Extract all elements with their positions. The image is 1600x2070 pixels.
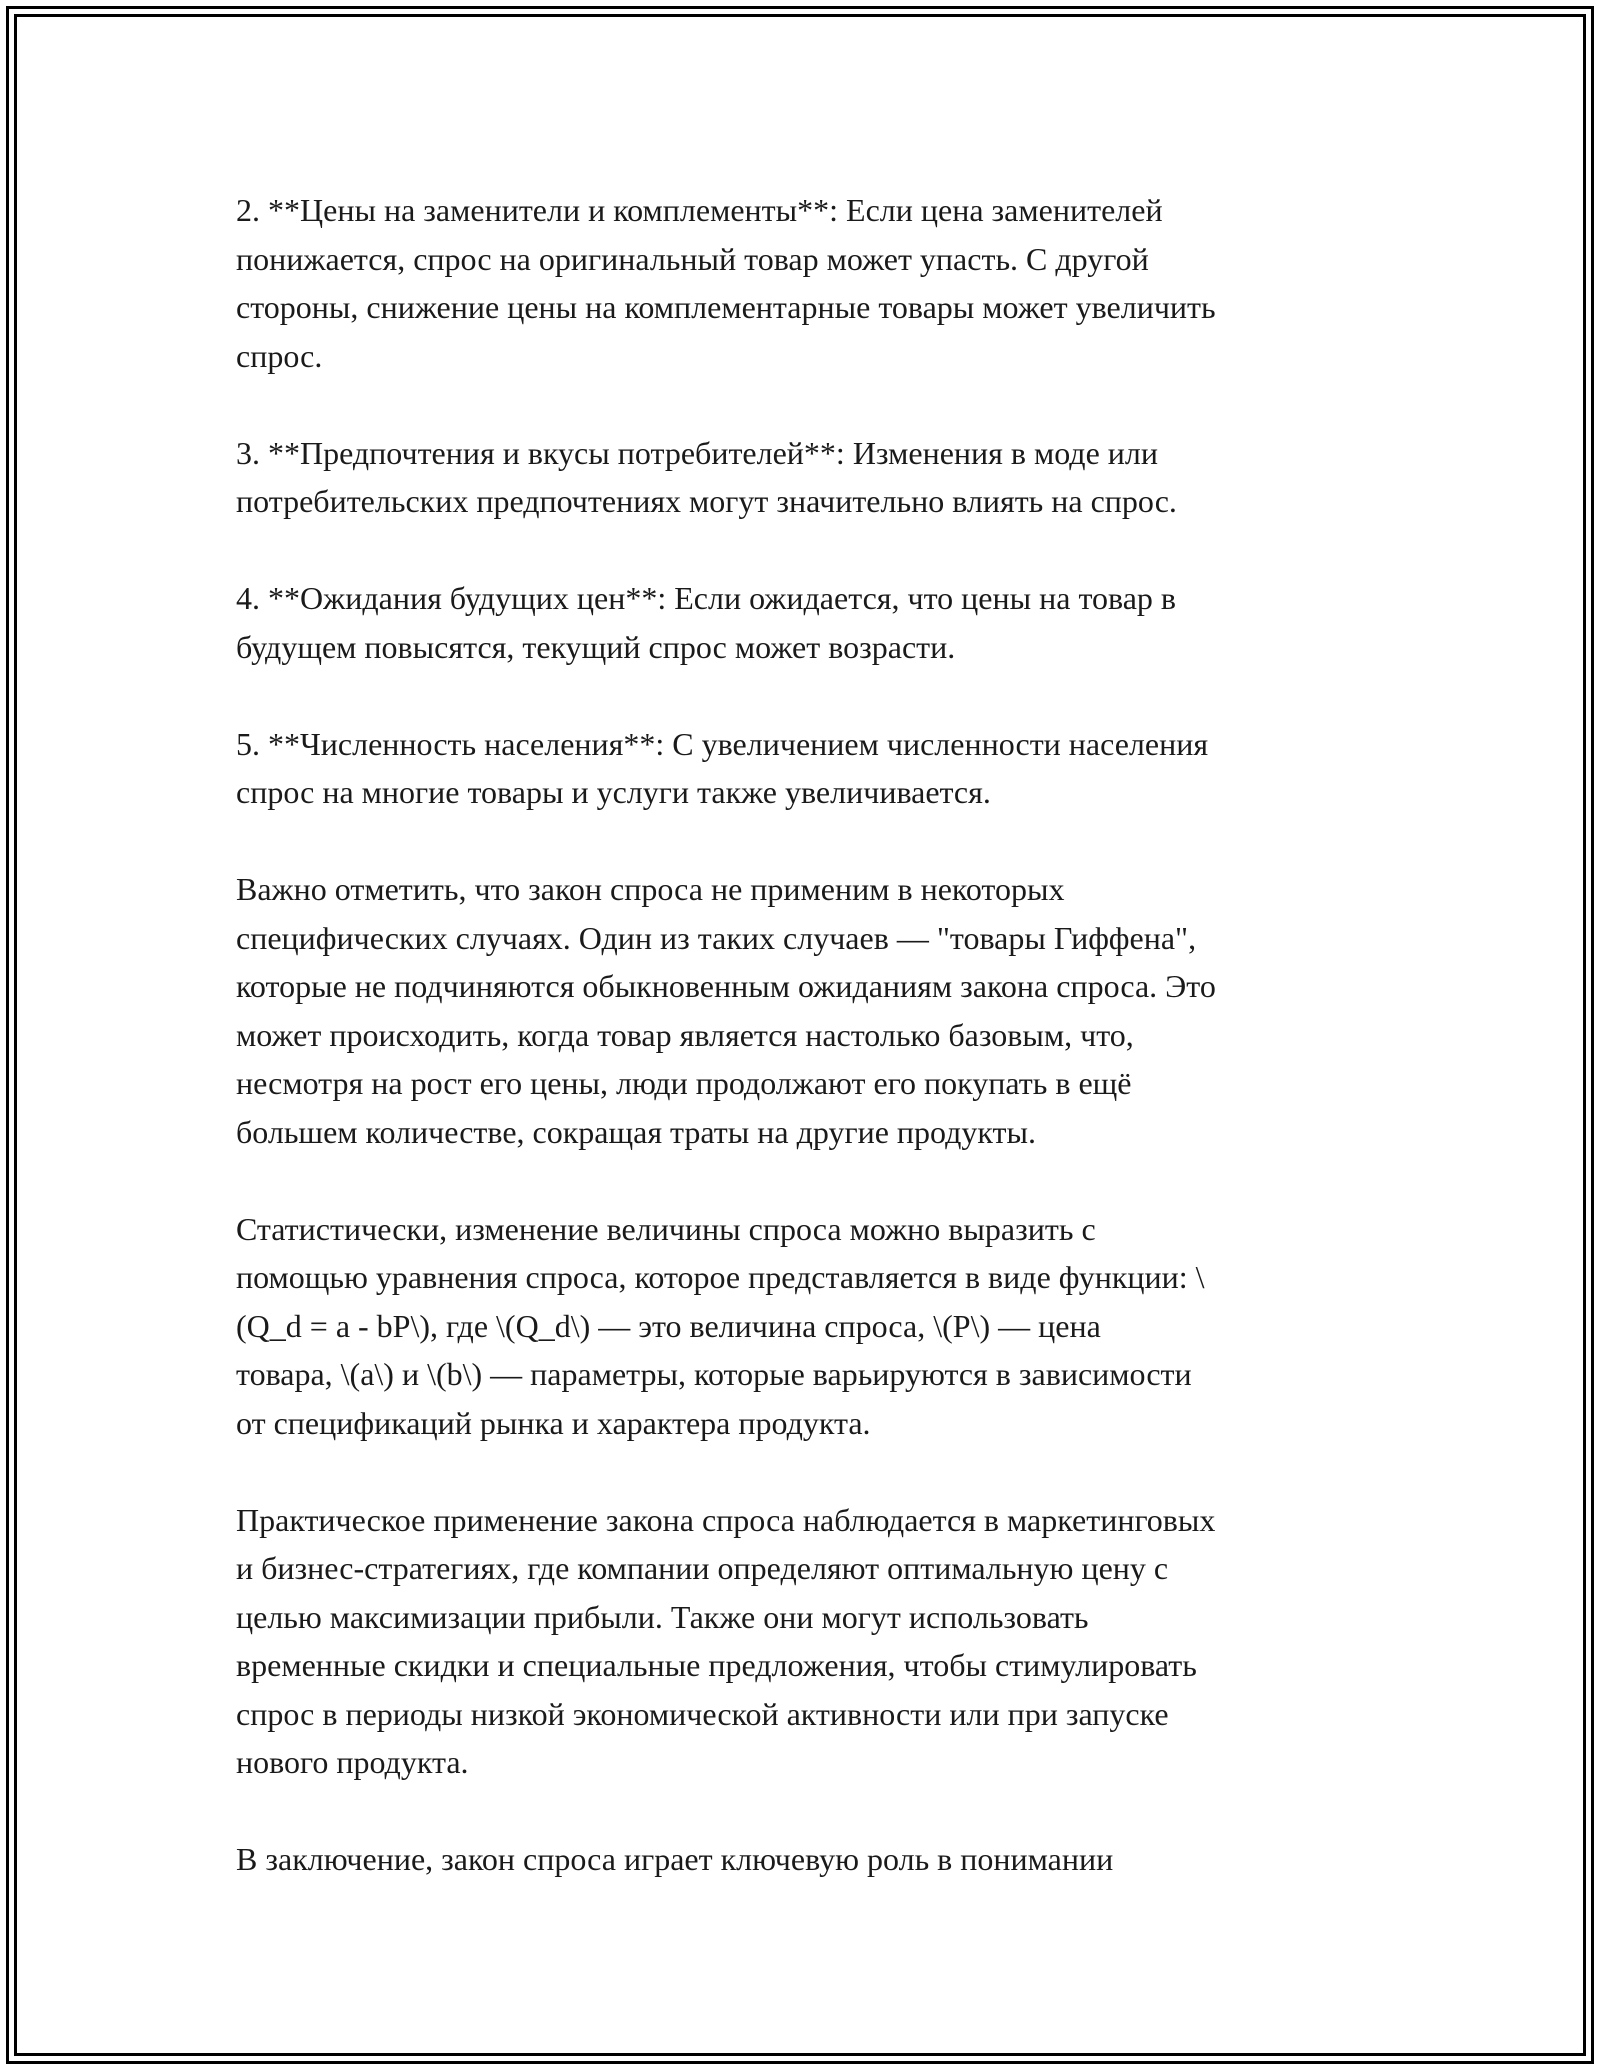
paragraph-substitutes-complements: 2. **Цены на заменители и комплементы**: Если цена заменителей понижается, спрос на оригинальный товар может упасть. С другой стороны, снижение цены на комплементарные товары может увеличить спрос. [236,192,1216,374]
paragraph-practical-application: Практическое применение закона спроса наблюдается в маркетинговых и бизнес-стратегиях, где компании определяют оптимальную цену с целью максимизации прибыли. Также они могут использовать временные скидки и специальные предложения, чтобы стимулировать спрос в периоды низкой экономической активности или при запуске нового продукта. [236,1501,1216,1780]
paragraph-giffen-goods: Важно отметить, что закон спроса не применим в некоторых специфических случаях. Один из таких случаев — "товары Гиффена", которые не подчиняются обыкновенным ожиданиям закона спроса. Это может происходить, когда товар является настолько базовым, что, несмотря на рост его цены, люди продолжают его покупать в ещё большем количестве, сокращая траты на другие продукты. [236,871,1216,1150]
paragraph-consumer-preferences: 3. **Предпочтения и вкусы потребителей**: Изменения в моде или потребительских предпочтениях могут значительно влиять на спрос. [236,434,1177,519]
paragraph-demand-equation: Статистически, изменение величины спроса можно выразить с помощью уравнения спроса, которое представляется в виде функции: \ (Q_d = a - bP\), где \(Q_d\) — это величина спроса, \(P\) — цена товара, \(a\) и \(b\) — параметры, которые варьируются в зависимости от спецификаций рынка и характера продукта. [236,1210,1205,1441]
document-body [236,186,1386,1884]
paragraph-population: 5. **Численность населения**: С увеличением численности населения спрос на многие товары и услуги также увеличивается. [236,725,1209,810]
paragraph-price-expectations: 4. **Ожидания будущих цен**: Если ожидается, что цены на товар в будущем повысятся, текущий спрос может возрасти. [236,580,1176,665]
paragraph-conclusion: В заключение, закон спроса играет ключевую роль в понимании [236,1841,1114,1877]
